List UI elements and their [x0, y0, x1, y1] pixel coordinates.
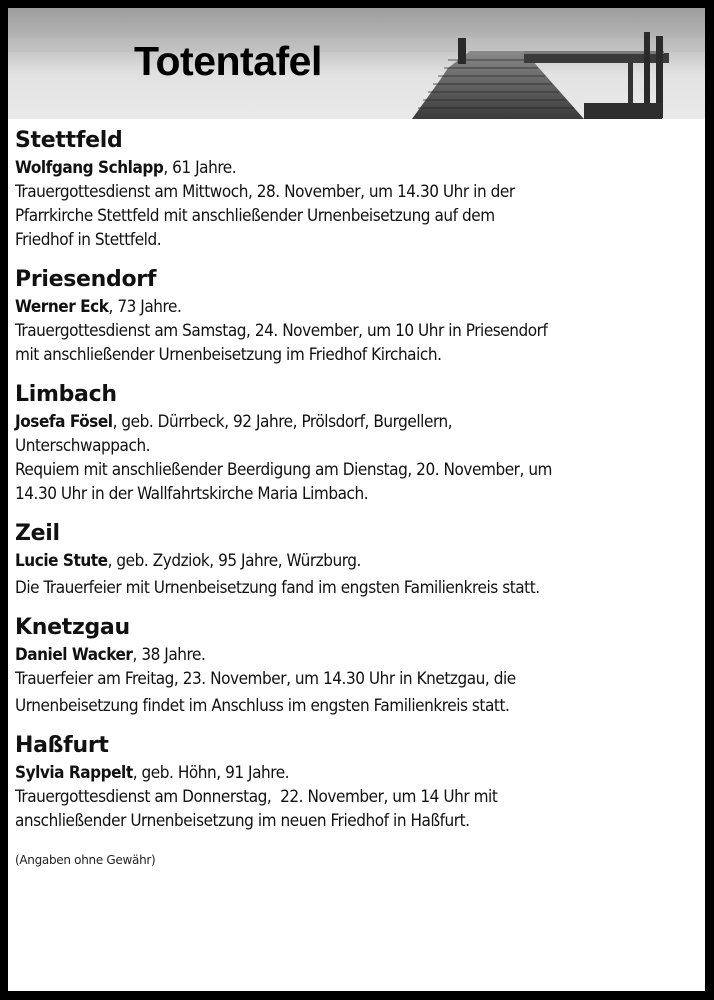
- entry-details: , geb. Höhn, 91 Jahre.: [132, 763, 290, 783]
- entry-text: Trauergottesdienst am Donnerstag, 22. November, um 14 Uhr mit: [15, 787, 498, 807]
- entry-details: , geb. Dürrbeck, 92 Jahre, Prölsdorf, Burgellern,: [112, 412, 453, 432]
- obituary-entry: [15, 613, 700, 718]
- entry-text: 14.30 Uhr in der Wallfahrtskirche Maria Limbach.: [15, 484, 369, 504]
- entry-text: Trauerfeier am Freitag, 23. November, um 14.30 Uhr in Knetzgau, die: [15, 669, 516, 689]
- obituary-entry: [15, 380, 700, 506]
- entry-text: Friedhof in Stettfeld.: [15, 230, 162, 250]
- entry-text: Trauergottesdienst am Mittwoch, 28. November, um 14.30 Uhr in der: [15, 182, 515, 202]
- entry-text: mit anschließender Urnenbeisetzung im Friedhof Kirchaich.: [15, 345, 442, 365]
- obituary-board: [8, 8, 705, 991]
- obituary-entry: [15, 519, 700, 600]
- disclaimer: (Angaben ohne Gewähr): [15, 853, 156, 867]
- entry-details: , geb. Zydziok, 95 Jahre, Würzburg.: [107, 551, 361, 571]
- entry-name: Werner Eck: [15, 297, 109, 317]
- entry-name: Wolfgang Schlapp: [15, 158, 164, 178]
- entry-name: Daniel Wacker: [15, 645, 133, 665]
- entry-text: anschließender Urnenbeisetzung im neuen Friedhof in Haßfurt.: [15, 811, 470, 831]
- entry-place: Knetzgau: [15, 615, 130, 640]
- entry-place: Stettfeld: [15, 128, 123, 153]
- entry-name: Josefa Fösel: [15, 412, 113, 432]
- entry-text: Pfarrkirche Stettfeld mit anschließender Urnenbeisetzung auf dem: [15, 206, 495, 226]
- entry-place: Haßfurt: [15, 733, 109, 758]
- entry-text: Requiem mit anschließender Beerdigung am Dienstag, 20. November, um: [15, 460, 553, 480]
- entry-text: Die Trauerfeier mit Urnenbeisetzung fand im engsten Familienkreis statt.: [15, 578, 540, 598]
- entry-text: Urnenbeisetzung findet im Anschluss im engsten Familienkreis statt.: [15, 696, 510, 716]
- entry-place: Priesendorf: [15, 267, 157, 292]
- entry-name: Lucie Stute: [15, 551, 108, 571]
- header-banner: [8, 8, 705, 119]
- obituary-entry: [15, 126, 700, 252]
- entry-details: , 61 Jahre.: [163, 158, 237, 178]
- entry-place: Zeil: [15, 521, 60, 546]
- entry-details: , 38 Jahre.: [132, 645, 206, 665]
- page-title: Totentafel: [134, 38, 322, 84]
- obituary-list: [15, 126, 700, 867]
- entry-text: Trauergottesdienst am Samstag, 24. November, um 10 Uhr in Priesendorf: [15, 321, 548, 341]
- pier-photo: [8, 8, 705, 119]
- obituary-entry: [15, 731, 700, 833]
- entry-name: Sylvia Rappelt: [15, 763, 133, 783]
- entry-details: , 73 Jahre.: [108, 297, 182, 317]
- entry-details: Unterschwappach.: [15, 436, 151, 456]
- obituary-entry: [15, 265, 700, 367]
- entry-place: Limbach: [15, 382, 117, 407]
